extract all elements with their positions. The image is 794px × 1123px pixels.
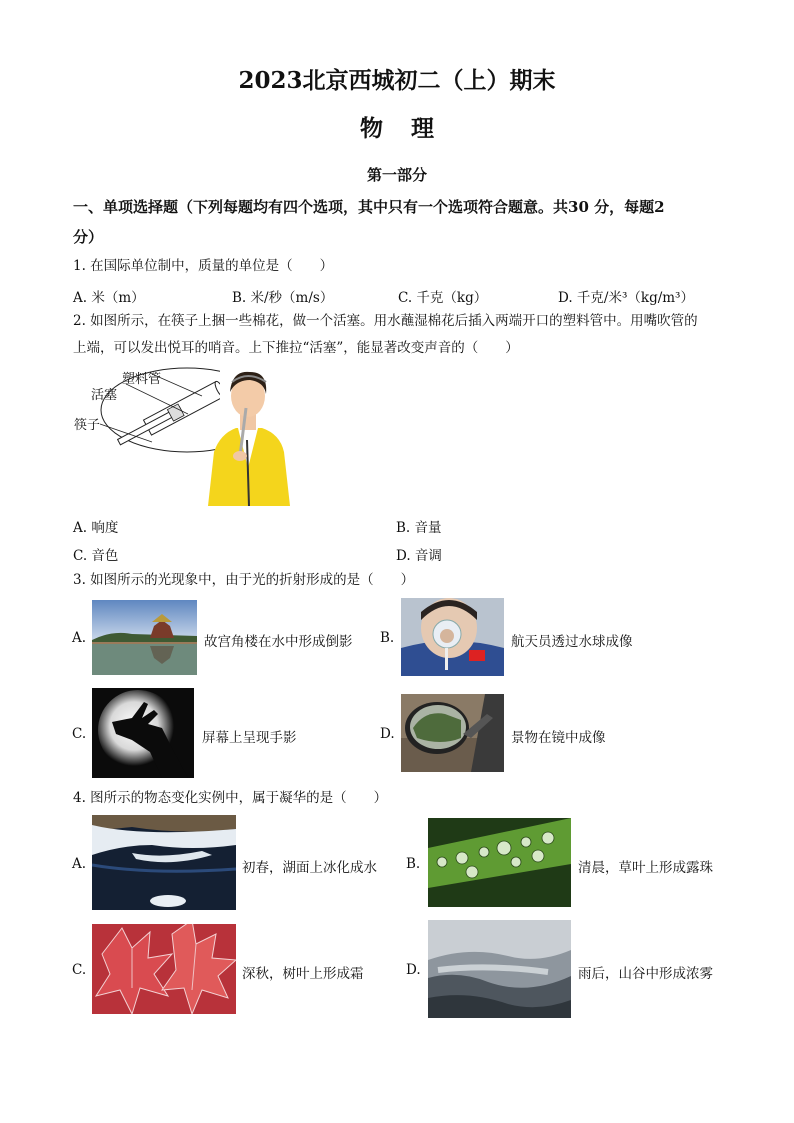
- q2-option-b: B. 音量: [396, 520, 442, 536]
- q4-caption-a: 初春，湖面上冰化成水: [242, 860, 377, 876]
- q4-caption-b: 清晨，草叶上形成露珠: [578, 860, 713, 876]
- q2-option-d: D. 音调: [396, 548, 442, 564]
- q4-letter-c: C.: [72, 962, 87, 978]
- q4-letter-b: B.: [406, 856, 421, 872]
- q3-caption-a: 故宫角楼在水中形成倒影: [204, 634, 353, 650]
- q3-letter-c: C.: [72, 726, 87, 742]
- q3-photo-a-corner-tower: [92, 600, 197, 675]
- q4-letter-a: A.: [72, 856, 87, 872]
- q3-caption-b: 航天员透过水球成像: [511, 634, 633, 650]
- q3-caption-c: 屏幕上呈现手影: [202, 730, 297, 746]
- q3-letter-d: D.: [380, 726, 395, 742]
- q1-stem: 1. 在国际单位制中，质量的单位是（ ）: [73, 258, 334, 274]
- q4-caption-d: 雨后，山谷中形成浓雾: [578, 966, 713, 982]
- exam-title: 2023北京西城初二（上）期末: [238, 67, 556, 94]
- q4-letter-d: D.: [406, 962, 421, 978]
- section-heading-line2: 分）: [73, 228, 104, 246]
- q3-photo-d-car-mirror: [401, 694, 504, 772]
- q2-stem-line1: 2. 如图所示，在筷子上捆一些棉花，做一个活塞。用水蘸湿棉花后插入两端开口的塑料管中。用嘴吹管的: [73, 313, 698, 329]
- q3-letter-a: A.: [72, 630, 87, 646]
- q4-photo-a-melting-ice: [92, 815, 236, 910]
- q2-girl-photo: [200, 368, 295, 506]
- q3-photo-c-hand-shadow: [92, 688, 194, 778]
- q2-option-c: C. 音色: [73, 548, 119, 564]
- q2-option-a: A. 响度: [73, 520, 119, 536]
- part-title: 第一部分: [366, 166, 427, 184]
- section-heading-line1: 一、单项选择题（下列每题均有四个选项，其中只有一个选项符合题意。共30 分，每题2: [73, 198, 665, 216]
- q3-letter-b: B.: [380, 630, 395, 646]
- q4-photo-d-valley-fog: [428, 920, 571, 1018]
- q1-option-c: C. 千克（kg）: [398, 290, 488, 306]
- q1-option-d: D. 千克/米³（kg/m³）: [558, 290, 694, 306]
- q4-stem: 4. 图所示的物态变化实例中，属于凝华的是（ ）: [73, 790, 388, 806]
- q1-option-a: A. 米（m）: [73, 290, 145, 306]
- q3-caption-d: 景物在镜中成像: [511, 730, 606, 746]
- label-plastic-tube: 塑料管: [122, 372, 162, 387]
- q2-stem-line2: 上端，可以发出悦耳的哨音。上下推拉“活塞”，能显著改变声音的（ ）: [73, 340, 519, 356]
- label-chopstick: 筷子: [74, 418, 101, 433]
- q1-option-b: B. 米/秒（m/s）: [232, 290, 334, 306]
- q4-caption-c: 深秋，树叶上形成霜: [242, 966, 364, 982]
- q3-photo-b-astronaut-water-ball: [401, 598, 504, 676]
- q3-stem: 3. 如图所示的光现象中，由于光的折射形成的是（ ）: [73, 572, 415, 588]
- q4-photo-c-frosted-leaves: [92, 924, 236, 1014]
- label-piston: 活塞: [91, 388, 118, 403]
- subject-title: 物理: [360, 115, 462, 142]
- q4-photo-b-dew-drops: [428, 818, 571, 907]
